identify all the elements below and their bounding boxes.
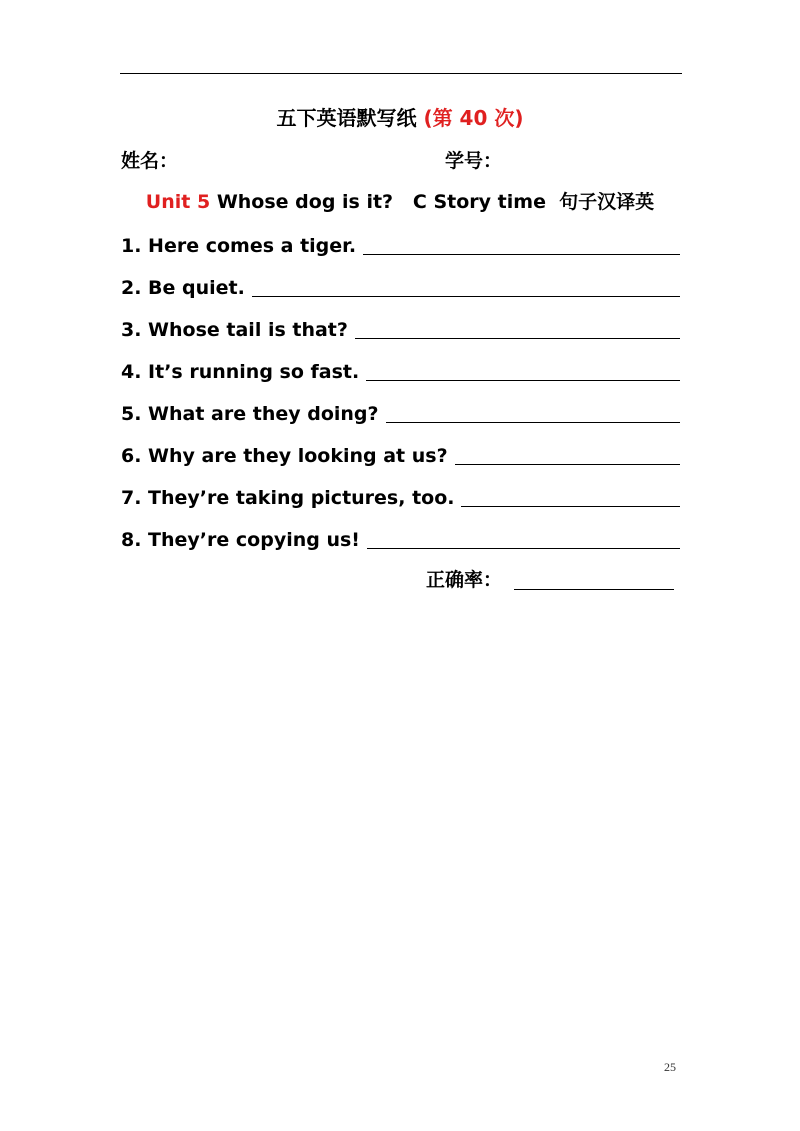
question-text: 6. Why are they looking at us? bbox=[121, 445, 448, 467]
question-text: 5. What are they doing? bbox=[121, 403, 379, 425]
unit-heading bbox=[0, 187, 800, 214]
question-text: 3. Whose tail is that? bbox=[121, 319, 348, 341]
answer-blank[interactable] bbox=[355, 316, 680, 339]
question-item bbox=[121, 439, 680, 467]
accuracy-field bbox=[426, 565, 674, 592]
page-title bbox=[0, 102, 800, 131]
question-item bbox=[121, 481, 680, 509]
name-label: 姓名： bbox=[121, 150, 179, 172]
answer-blank[interactable] bbox=[252, 274, 680, 297]
question-item bbox=[121, 229, 680, 257]
title-main: 五下英语默写纸 bbox=[276, 106, 417, 130]
title-issue: (第 40 次) bbox=[423, 106, 524, 130]
question-item bbox=[121, 313, 680, 341]
question-text: 2. Be quiet. bbox=[121, 277, 245, 299]
question-item bbox=[121, 523, 680, 551]
unit-number: Unit 5 bbox=[145, 191, 211, 213]
answer-blank[interactable] bbox=[363, 232, 680, 255]
unit-title: Whose dog is it? C Story time 句子汉译英 bbox=[216, 191, 655, 213]
question-text: 7. They’re taking pictures, too. bbox=[121, 487, 455, 509]
student-id-label: 学号： bbox=[445, 150, 503, 172]
accuracy-blank[interactable] bbox=[514, 569, 674, 590]
question-text: 4. It’s running so fast. bbox=[121, 361, 360, 383]
answer-blank[interactable] bbox=[461, 484, 680, 507]
page-number: 25 bbox=[664, 1060, 676, 1074]
question-item bbox=[121, 271, 680, 299]
answer-blank[interactable] bbox=[455, 442, 680, 465]
question-item bbox=[121, 355, 680, 383]
answer-blank[interactable] bbox=[386, 400, 680, 423]
answer-blank[interactable] bbox=[366, 358, 680, 381]
question-text: 1. Here comes a tiger. bbox=[121, 235, 357, 257]
answer-blank[interactable] bbox=[367, 526, 680, 549]
header-rule bbox=[120, 73, 682, 74]
question-item bbox=[121, 397, 680, 425]
question-text: 8. They’re copying us! bbox=[121, 529, 360, 551]
accuracy-label: 正确率： bbox=[426, 569, 503, 591]
